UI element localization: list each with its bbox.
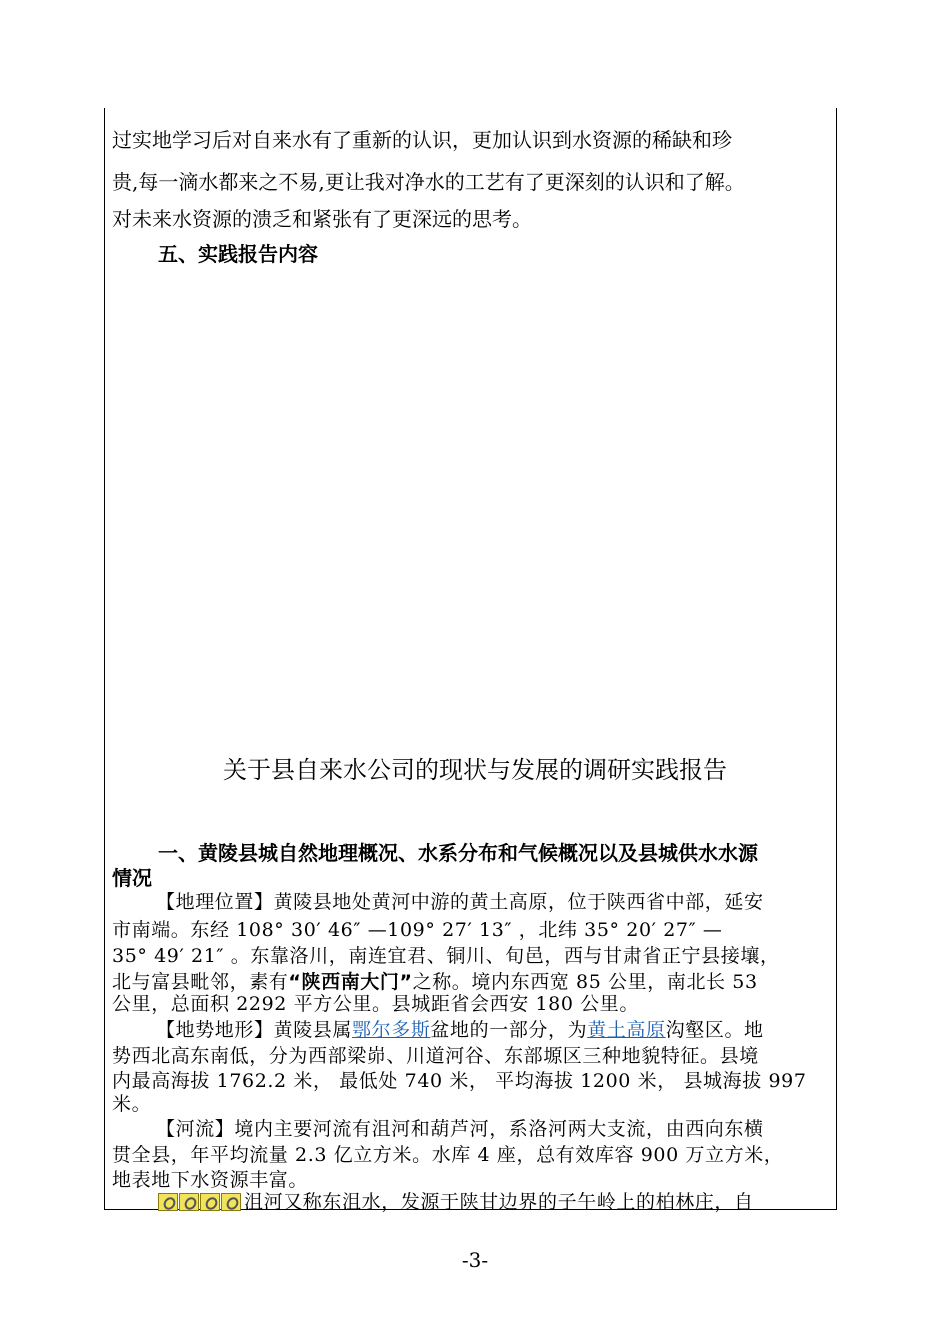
geo-text: 北与富县毗邻，素有 [112,971,289,993]
paragraph-line: 市南端。东经 108° 30′ 46″ —109° 27′ 13″ ，北纬 35° 20′ 27″ — [112,919,723,941]
report-title: 关于县自来水公司的现状与发展的调研实践报告 [223,756,727,784]
section-heading: 一、黄陵县城自然地理概况、水系分布和气候概况以及县城供水水源 [158,841,758,865]
intro-line: 过实地学习后对自来水有了重新的认识，更加认识到水资源的稀缺和珍 [112,128,732,152]
page-number: -3- [461,1248,489,1272]
terrain-text: 盆地的一部分，为 [430,1019,588,1041]
terrain-text: 沟壑区。地 [665,1019,764,1041]
paragraph-line: 米。 [112,1093,152,1115]
paragraph-line [156,1015,872,1042]
river-heading: 【河流】 [156,1118,235,1140]
section-heading: 五、实践报告内容 [158,242,318,266]
paragraph-line: 内最高海拔 1762.2 米， 最低处 740 米， 平均海拔 1200 米， 县城海拔 997 [112,1070,807,1092]
geo-heading: 【地理位置】 [156,891,274,913]
paragraph-line: 公里，总面积 2292 平方公里。县城距省会西安 180 公里。 [112,993,639,1015]
geo-text: 之称。境内东西宽 85 公里，南北长 53 [412,971,758,993]
paragraph-line: 地表地下水资源丰富。 [112,1169,309,1191]
intro-line: 贵,每一滴水都来之不易,更让我对净水的工艺有了更深刻的认识和了解。 [112,170,745,194]
paragraph-line: 势西北高东南低，分为西部梁峁、川道河谷、东部塬区三种地貌特征。县境 [112,1045,759,1067]
paragraph-line: 贯全县，年平均流量 2.3 亿立方米。水库 4 座，总有效库容 900 万立方米， [112,1144,784,1166]
river-text: 沮河又称东沮水，发源于陕甘边界的子午岭上的柏林庄，自 [244,1191,754,1213]
river-text: 境内主要河流有沮河和葫芦河，系洛河两大支流，由西向东横 [234,1118,764,1140]
link-icon-group[interactable] [158,1193,242,1216]
paragraph-line: 35° 49′ 21″ 。东靠洛川，南连宜君、铜川、旬邑，西与甘肃省正宁县接壤， [112,945,780,967]
link-ordos[interactable]: 鄂尔多斯 [352,1019,431,1041]
link-loess-plateau[interactable]: 黄土高原 [587,1019,666,1041]
paragraph-line [156,887,872,914]
intro-line: 对未来水资源的溃乏和紧张有了更深远的思考。 [112,207,532,231]
link-icon [200,1193,220,1211]
terrain-heading: 【地势地形】 [156,1019,274,1041]
link-icon [158,1193,178,1211]
emphasis-text: “陕西南大门” [288,971,413,993]
paragraph-line [156,1114,872,1141]
link-icon [179,1193,199,1211]
geo-text: 黄陵县地处黄河中游的黄土高原，位于陕西省中部，延安 [273,891,764,913]
link-icon [221,1193,241,1211]
paragraph-line [158,1187,874,1216]
terrain-text: 黄陵县属 [273,1019,353,1041]
section-heading-cont: 情况 [112,866,152,890]
